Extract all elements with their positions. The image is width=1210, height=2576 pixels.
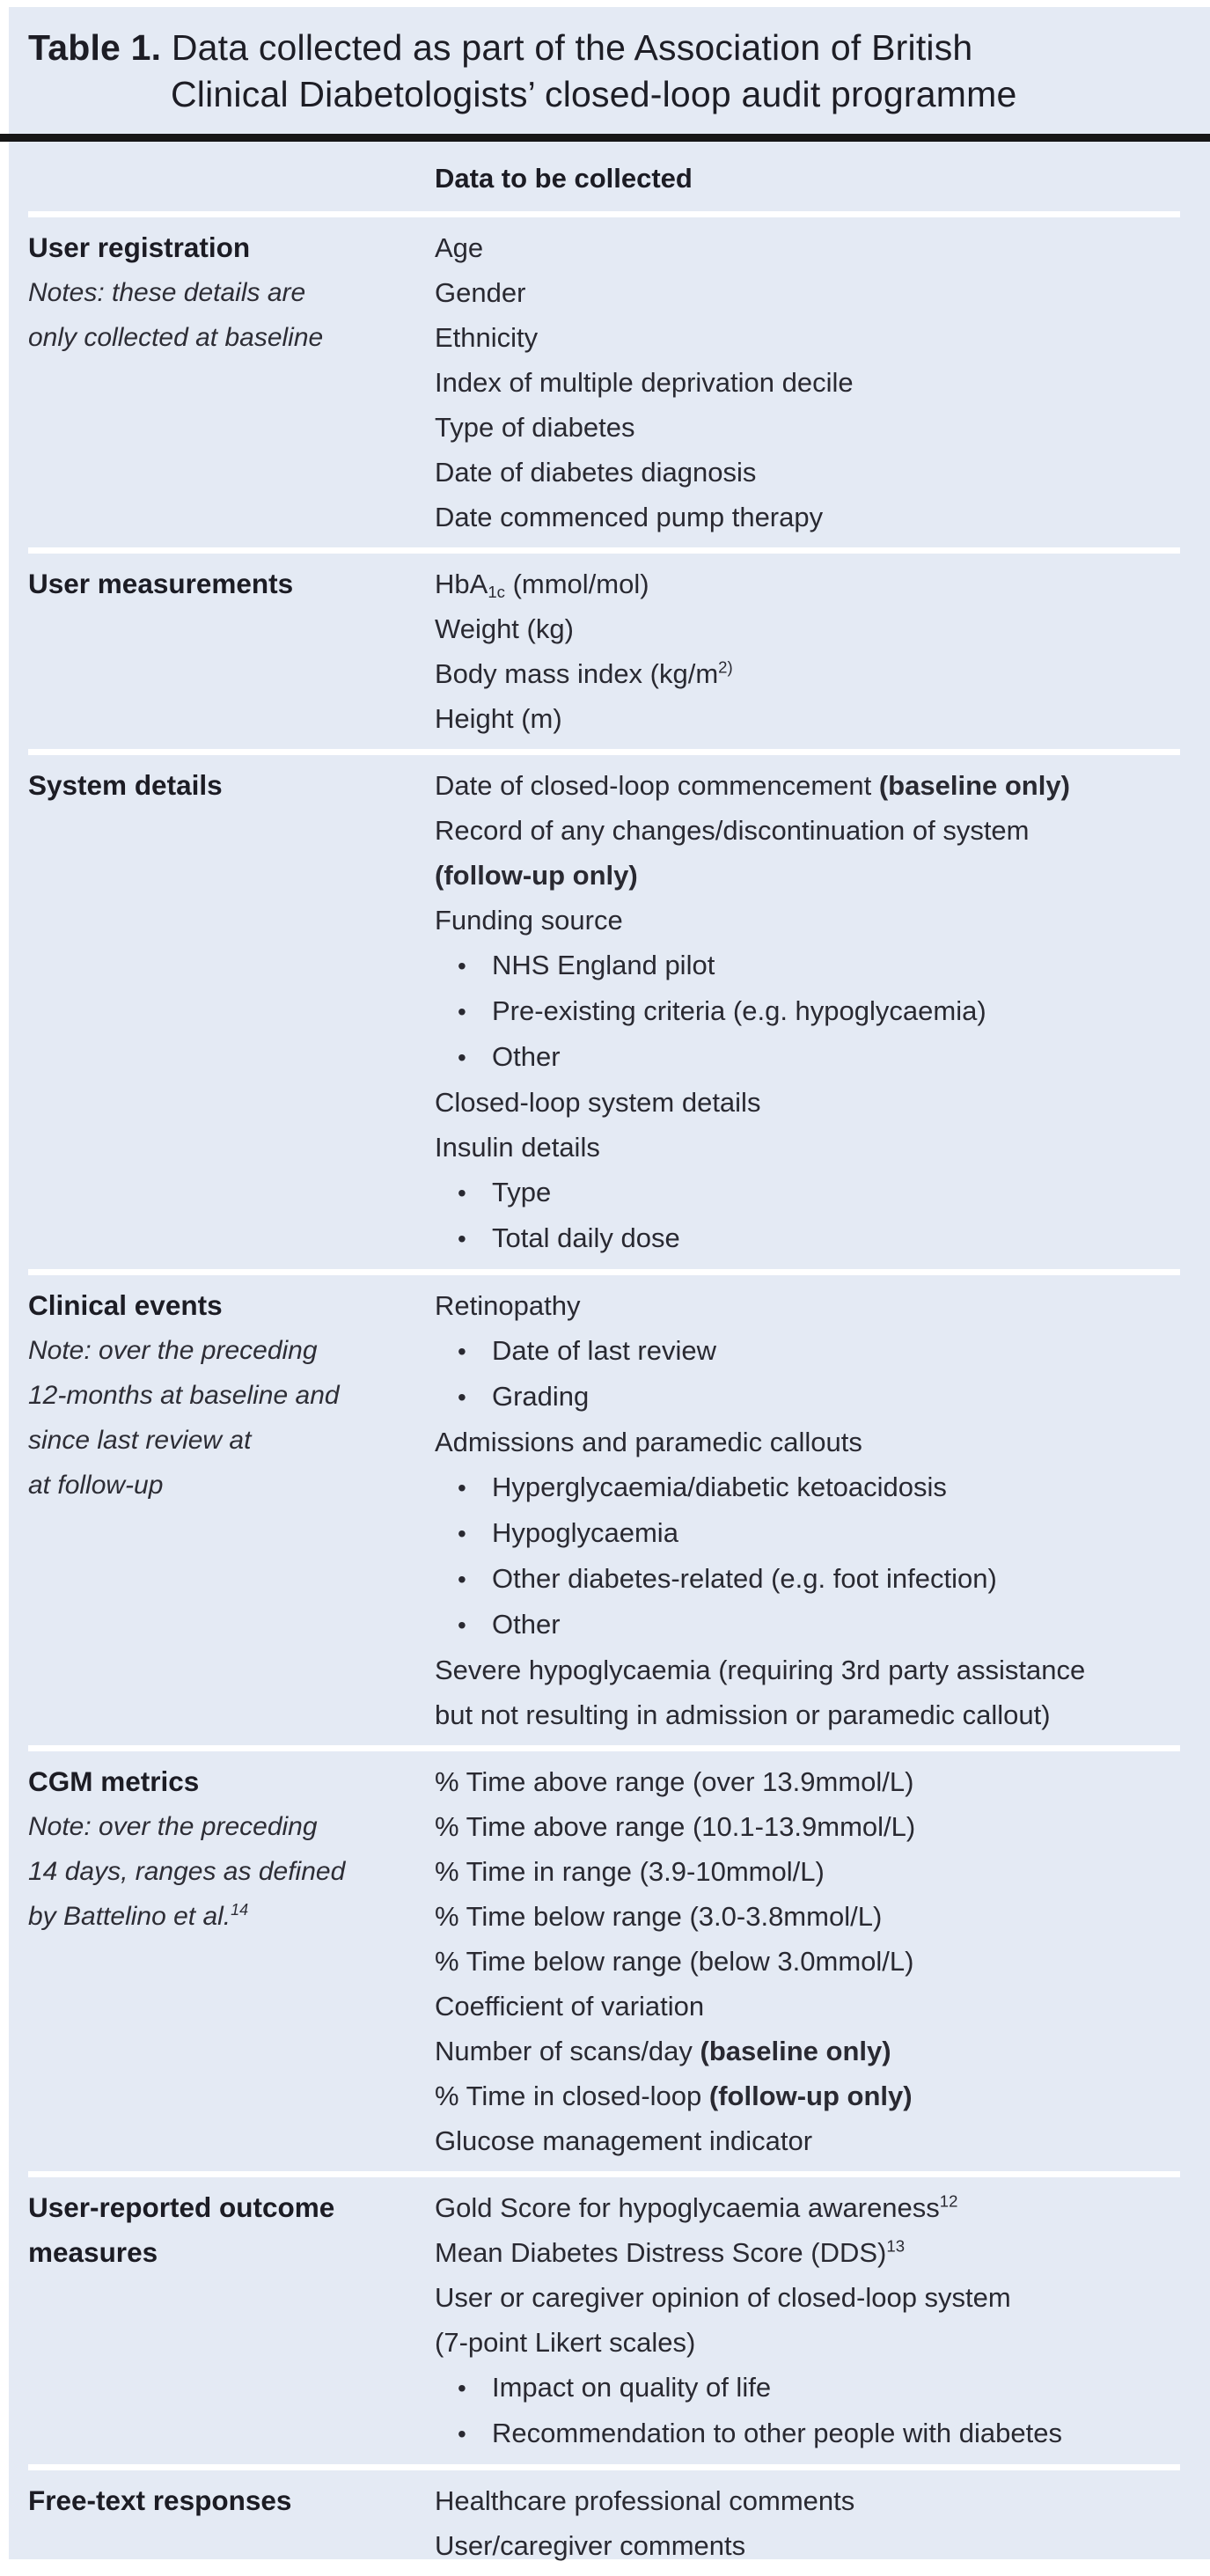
text-run: Total daily dose (492, 1222, 680, 1253)
table-sections (28, 217, 1180, 2576)
data-item-line (435, 988, 1180, 1034)
text-run: Hypoglycaemia (492, 1517, 678, 1548)
text-run: User/caregiver comments (435, 2530, 746, 2561)
section-items-cell (435, 763, 1180, 1261)
text-run: Number of scans/day (435, 2036, 700, 2066)
text-run: only collected at baseline (28, 323, 324, 352)
text-run: (7-point Likert scales) (435, 2327, 696, 2358)
superscript-run: 2) (718, 657, 733, 677)
section-items-cell (435, 1283, 1180, 1737)
section-separator (28, 749, 1180, 755)
data-item-line (435, 1215, 1180, 1261)
text-run: Severe hypoglycaemia (requiring 3rd party assistance (435, 1655, 1086, 1685)
text-run: % Time in closed-loop (435, 2081, 709, 2111)
data-item-line (435, 2411, 1180, 2456)
data-item-line (435, 2029, 1180, 2073)
section-label: measures (28, 2236, 158, 2268)
data-item-line (435, 2230, 1180, 2275)
data-item-line (435, 1464, 1180, 1510)
data-item-line (435, 2118, 1180, 2163)
table-section-row (28, 2470, 1180, 2576)
section-label-cell (28, 225, 435, 539)
section-label: User-reported outcome (28, 2191, 335, 2223)
text-run: Age (435, 232, 484, 263)
text-run: Pre-existing criteria (e.g. hypoglycaemia) (492, 995, 986, 1026)
data-item-line (435, 1849, 1180, 1894)
section-note-line (28, 1804, 426, 1849)
text-run: Recommendation to other people with diabetes (492, 2418, 1062, 2448)
text-run: Healthcare professional comments (435, 2485, 855, 2516)
text-run: Ethnicity (435, 322, 539, 353)
data-item-line (435, 1034, 1180, 1080)
bullet-icon: • (458, 1520, 466, 1547)
data-item-line (435, 1804, 1180, 1849)
data-item-line (435, 943, 1180, 988)
section-note-line (28, 1894, 426, 1939)
text-run: Gender (435, 277, 526, 308)
superscript-run: 13 (886, 2236, 906, 2256)
section-label: User measurements (28, 568, 294, 599)
text-run: by Battelino et al. (28, 1902, 231, 1931)
text-run: Index of multiple deprivation decile (435, 367, 854, 398)
text-run: Date commenced pump therapy (435, 502, 824, 532)
data-item-line (435, 450, 1180, 495)
data-item-line (435, 2523, 1180, 2568)
table-section-row (28, 2177, 1180, 2464)
table-section-row (28, 554, 1180, 749)
text-run: Other (492, 1609, 561, 1640)
text-run: Other diabetes-related (e.g. foot infection) (492, 1563, 997, 1594)
table-title-line2: Clinical Diabetologists’ closed-loop audit programme (171, 74, 1017, 114)
section-note-line (28, 270, 426, 315)
text-run: Body mass index (kg/m (435, 658, 719, 689)
data-item-line (435, 1328, 1180, 1374)
text-run: Height (m) (435, 703, 562, 734)
data-item-line (435, 561, 1180, 606)
section-label: Clinical events (28, 1289, 223, 1321)
text-run: NHS England pilot (492, 950, 715, 980)
text-run: Note: over the preceding (28, 1812, 318, 1841)
text-run: HbA (435, 569, 488, 599)
text-run: Retinopathy (435, 1290, 581, 1321)
section-label: Free-text responses (28, 2484, 292, 2516)
data-item-line (435, 1170, 1180, 1215)
subscript-run: 1c (488, 582, 505, 601)
section-note-line (28, 1373, 426, 1418)
bullet-icon: • (458, 1474, 466, 1501)
data-item-line (435, 1692, 1180, 1737)
section-note-line (28, 1463, 426, 1508)
data-item-line (435, 1984, 1180, 2029)
data-item-line (435, 606, 1180, 651)
text-run: Mean Diabetes Distress Score (DDS) (435, 2237, 887, 2268)
bullet-icon: • (458, 1179, 466, 1207)
table-section-row (28, 755, 1180, 1269)
section-label-cell (28, 2478, 435, 2568)
data-item-line (435, 360, 1180, 405)
data-item-line (435, 1374, 1180, 1420)
data-item-line (435, 2365, 1180, 2411)
superscript-run: 14 (231, 1901, 249, 1919)
text-run: Note: over the preceding (28, 1336, 318, 1365)
data-item-line (435, 1759, 1180, 1804)
table-number-label: Table 1. (28, 27, 162, 68)
text-run: User or caregiver opinion of closed-loop system (435, 2282, 1011, 2313)
section-items-cell (435, 2478, 1180, 2568)
section-note-line (28, 1849, 426, 1894)
section-items-cell (435, 561, 1180, 741)
text-run: 14 days, ranges as defined (28, 1857, 346, 1886)
data-item-line (435, 315, 1180, 360)
text-run: Date of last review (492, 1335, 716, 1366)
data-item-line (435, 1602, 1180, 1648)
superscript-run: 12 (939, 2191, 958, 2211)
section-separator (28, 2464, 1180, 2470)
bullet-icon: • (458, 998, 466, 1025)
data-item-line (435, 2275, 1180, 2320)
section-note-line (28, 1418, 426, 1463)
table-title (28, 25, 1180, 118)
data-item-line (435, 1939, 1180, 1984)
data-item-line (435, 405, 1180, 450)
data-item-line (435, 1894, 1180, 1939)
section-label: System details (28, 769, 223, 801)
text-run: (mmol/mol) (504, 569, 649, 599)
text-run: Date of closed-loop commencement (435, 770, 879, 801)
data-item-line (435, 898, 1180, 943)
bold-run: (baseline only) (878, 770, 1070, 801)
section-label-cell (28, 1283, 435, 1737)
table-section-row (28, 217, 1180, 547)
data-item-line (435, 1510, 1180, 1556)
data-item-line (435, 270, 1180, 315)
section-label-cell (28, 561, 435, 741)
text-run: Coefficient of variation (435, 1991, 705, 2022)
section-label-cell (28, 1759, 435, 2163)
table-panel (9, 7, 1210, 2559)
data-item-line (435, 495, 1180, 539)
table-section-row (28, 1275, 1180, 1745)
section-note-line (28, 1328, 426, 1373)
text-run: Type of diabetes (435, 412, 635, 443)
data-item-line (435, 2478, 1180, 2523)
data-item-line (435, 1648, 1180, 1692)
data-item-line (435, 651, 1180, 696)
text-run: Admissions and paramedic callouts (435, 1427, 862, 1457)
bold-run: (follow-up only) (708, 2081, 913, 2111)
header-separator (28, 211, 1180, 217)
data-item-line (435, 1420, 1180, 1464)
section-separator (28, 1269, 1180, 1275)
text-run: Closed-loop system details (435, 1087, 761, 1118)
text-run: % Time above range (over 13.9mmol/L) (435, 1766, 914, 1797)
text-run: Glucose management indicator (435, 2125, 813, 2156)
bullet-icon: • (458, 1044, 466, 1071)
title-rule (0, 134, 1210, 142)
text-run: Impact on quality of life (492, 2372, 772, 2403)
text-run: Notes: these details are (28, 278, 306, 307)
text-run: Insulin details (435, 1132, 600, 1163)
text-run: at follow-up (28, 1471, 164, 1500)
data-item-line (435, 2320, 1180, 2365)
text-run: Type (492, 1177, 552, 1207)
data-item-line (435, 2185, 1180, 2230)
data-item-line (435, 1080, 1180, 1125)
data-item-line (435, 1125, 1180, 1170)
section-separator (28, 2171, 1180, 2177)
table-title-text: Data collected as part of the Association of British (171, 27, 973, 68)
text-run: 12-months at baseline and (28, 1381, 340, 1410)
text-run: % Time below range (3.0-3.8mmol/L) (435, 1901, 883, 1932)
data-item-line (435, 696, 1180, 741)
bold-run: (baseline only) (700, 2036, 891, 2066)
bullet-icon: • (458, 952, 466, 980)
data-item-line (435, 2073, 1180, 2118)
bullet-icon: • (458, 1225, 466, 1252)
text-run: Gold Score for hypoglycaemia awareness (435, 2192, 940, 2223)
data-item-line (435, 1556, 1180, 1602)
bullet-icon: • (458, 2420, 466, 2448)
section-separator (28, 1745, 1180, 1751)
bullet-icon: • (458, 1338, 466, 1365)
text-run: since last review at (28, 1426, 252, 1455)
bullet-icon: • (458, 1383, 466, 1411)
text-run: Weight (kg) (435, 613, 574, 644)
column-header-data-to-be-collected: Data to be collected (435, 163, 693, 194)
data-item-line (435, 808, 1180, 853)
data-item-line (435, 225, 1180, 270)
section-items-cell (435, 1759, 1180, 2163)
bullet-icon: • (458, 1611, 466, 1639)
section-label: CGM metrics (28, 1765, 200, 1797)
data-item-line (435, 1283, 1180, 1328)
bullet-icon: • (458, 1566, 466, 1593)
text-run: Other (492, 1041, 561, 1072)
section-items-cell (435, 225, 1180, 539)
section-label-cell (28, 763, 435, 1261)
text-run: % Time below range (below 3.0mmol/L) (435, 1946, 914, 1977)
data-item-line (435, 853, 1180, 898)
text-run: Hyperglycaemia/diabetic ketoacidosis (492, 1471, 947, 1502)
text-run: Grading (492, 1381, 590, 1412)
table-title-line1 (28, 25, 1180, 71)
bullet-icon: • (458, 2374, 466, 2402)
section-items-cell (435, 2185, 1180, 2456)
section-label-cell (28, 2185, 435, 2456)
text-run: % Time above range (10.1-13.9mmol/L) (435, 1811, 916, 1842)
bold-run: (follow-up only) (435, 860, 638, 891)
data-item-line (435, 763, 1180, 808)
text-run: Record of any changes/discontinuation of system (435, 815, 1030, 846)
text-run: Date of diabetes diagnosis (435, 457, 757, 488)
section-note-line (28, 315, 426, 360)
table-section-row (28, 1751, 1180, 2171)
section-separator (28, 547, 1180, 554)
section-label: User registration (28, 231, 251, 263)
text-run: Funding source (435, 905, 623, 936)
text-run: % Time in range (3.9-10mmol/L) (435, 1856, 825, 1887)
text-run: but not resulting in admission or paramedic callout) (435, 1699, 1051, 1730)
